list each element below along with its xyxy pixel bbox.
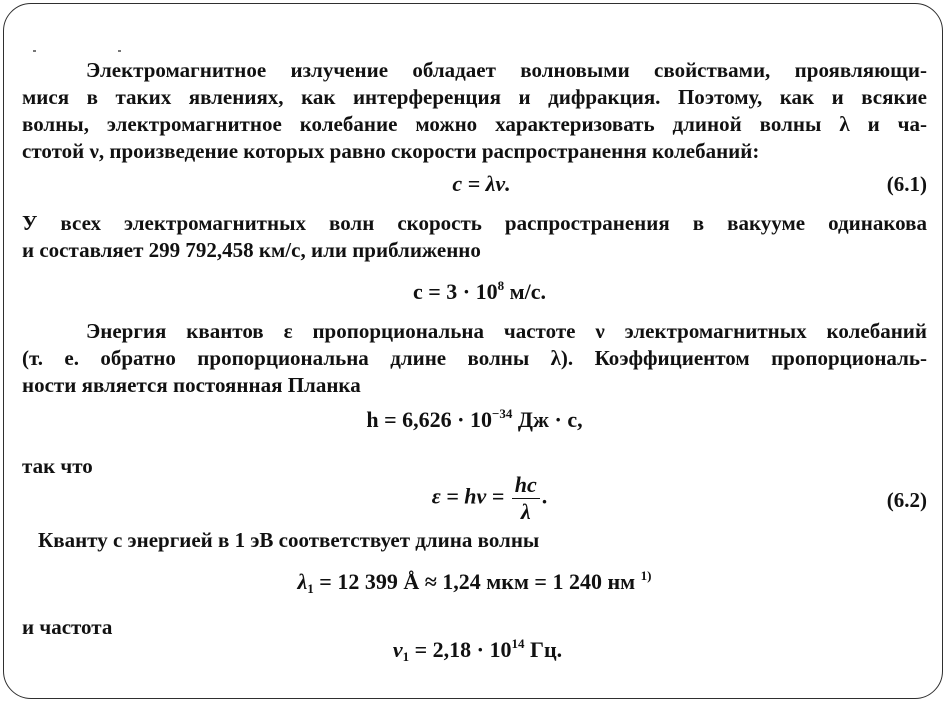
paragraph-2-line-1: У всех электромагнитных волн скорость распространения в вакууме одинакова bbox=[22, 211, 927, 235]
equation-nu-subscript: 1 bbox=[402, 649, 410, 664]
paragraph-1-line-1: Электромагнитное излучение обладает волновыми свойствами, проявляющи- bbox=[86, 58, 927, 82]
equation-nu-unit: Гц. bbox=[524, 637, 563, 662]
equation-frequency bbox=[0, 636, 949, 664]
equation-nu-symbol: ν bbox=[392, 637, 403, 662]
paragraph-4: так что bbox=[22, 454, 93, 478]
paragraph-3-line-2: (т. е. обратно пропорциональна длине волны λ). Коэффициентом пропорциональ- bbox=[22, 346, 927, 370]
equation-planck bbox=[0, 406, 949, 434]
paragraph-6: и частота bbox=[22, 615, 113, 639]
scan-speck bbox=[118, 50, 121, 52]
equation-6-2 bbox=[0, 472, 949, 525]
paragraph-3-line-3: ности является постоянная Планка bbox=[22, 373, 361, 397]
equation-h-lhs: h = 6,626 · 10 bbox=[366, 407, 492, 432]
fraction-hc-over-lambda bbox=[512, 472, 540, 525]
footnote-marker: 1) bbox=[640, 568, 652, 583]
equation-c-lhs: c = 3 · 10 bbox=[412, 279, 498, 304]
equation-h-exponent: −34 bbox=[491, 406, 513, 421]
equation-c-exponent: 8 bbox=[497, 278, 505, 293]
equation-6-1 bbox=[0, 170, 949, 198]
equation-lambda-symbol: λ bbox=[297, 569, 308, 594]
equation-wavelength bbox=[0, 568, 949, 596]
equation-h-unit: Дж · с, bbox=[512, 407, 583, 432]
paragraph-3-line-1: Энергия квантов ε пропорциональна частоте ν электромагнитных колебаний bbox=[86, 319, 927, 343]
equation-speed-of-light bbox=[0, 278, 949, 306]
paragraph-1-line-4: стотой ν, произведение которых равно скорости распространення колебаний: bbox=[22, 139, 760, 163]
equation-6-2-lhs: ε = hν = bbox=[431, 483, 510, 509]
equation-6-2-number: (6.2) bbox=[886, 488, 927, 512]
equation-6-2-tail: . bbox=[541, 483, 548, 509]
fraction-numerator: hc bbox=[512, 472, 540, 499]
paragraph-5: Кванту с энергией в 1 эВ соответствует длина волны bbox=[38, 528, 540, 552]
paragraph-1-line-3: волны, электромагнитное колебание можно характеризовать длиной волны λ и ча- bbox=[22, 112, 927, 136]
scan-speck bbox=[33, 50, 36, 52]
paragraph-1-line-2: мися в таких явлениях, как интерференция и дифракция. Поэтому, как и всякие bbox=[22, 85, 927, 109]
equation-nu-rest: = 2,18 · 10 bbox=[409, 637, 512, 662]
fraction-denominator: λ bbox=[520, 499, 531, 524]
equation-6-1-formula: c = λν. bbox=[452, 171, 511, 196]
equation-6-1-number: (6.1) bbox=[886, 172, 927, 196]
equation-lambda-subscript: 1 bbox=[307, 581, 314, 596]
paragraph-2-line-2: и составляет 299 792,458 км/с, или приближенно bbox=[22, 238, 481, 262]
equation-c-unit: м/с. bbox=[504, 279, 546, 304]
equation-lambda-rest: = 12 399 Å ≈ 1,24 мкм = 1 240 нм bbox=[313, 569, 641, 594]
equation-nu-exponent: 14 bbox=[511, 636, 525, 651]
